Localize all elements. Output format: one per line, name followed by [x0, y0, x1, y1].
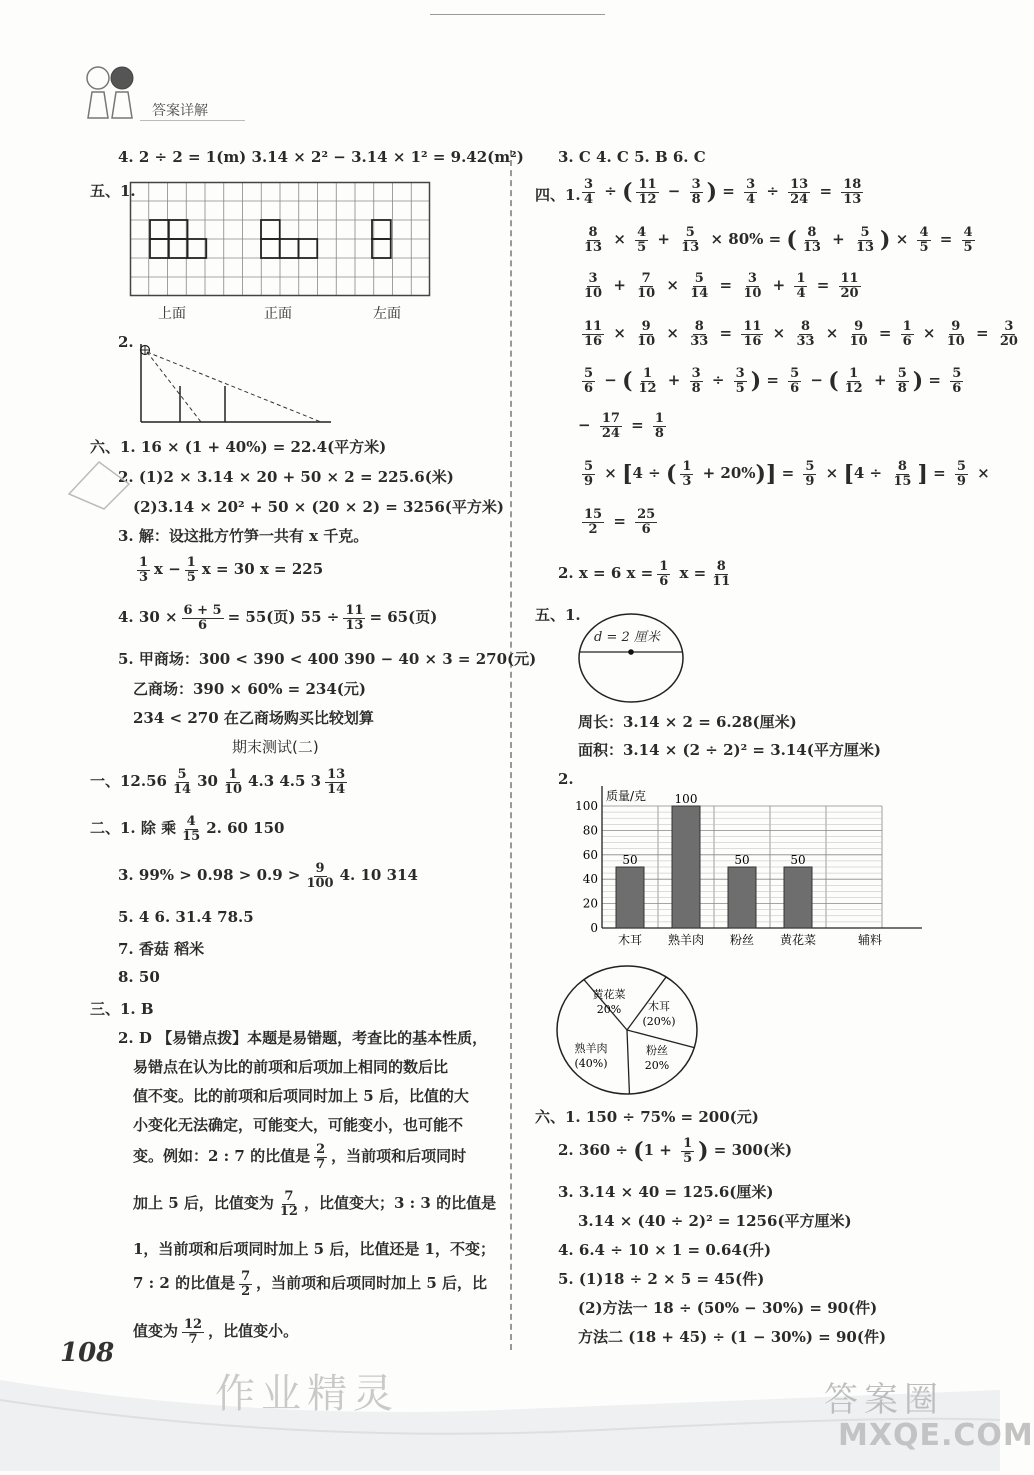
y-axis-label: 质量/克	[606, 789, 647, 803]
left-san-2-line1: 2. D 【易错点拨】本题是易错题，考查比的基本性质，	[118, 1029, 488, 1047]
left-san-2-line3: 值不变。比的前项和后项同时加上 5 后，比值的大	[133, 1087, 469, 1105]
view-label-left: 左面	[373, 306, 401, 322]
y-tick-label: 20	[582, 896, 598, 911]
y-tick-label: 80	[582, 823, 598, 838]
calc-row-7: $\frac{5}{9}$ × [4 ÷ ( $\frac{1}{3}$ + 20%)] = $\frac{5}{9}$ × [4 ÷ $\frac{8}{15}$ ] = $\frac{5}{9}$ ×	[584, 459, 990, 489]
left-er-1: 二、1. 除 乘 $\frac{4}{15}$ 2. 60 150	[90, 814, 285, 844]
left-san-1: 三、1. B	[90, 1000, 154, 1018]
header-mascot-icon	[80, 58, 140, 128]
header-title: 答案详解	[152, 103, 208, 119]
bar-data-label: 50	[790, 853, 806, 867]
calc-row-4: $\frac{11}{16}$ × $\frac{9}{10}$ × $\frac{8}{33}$ = $\frac{11}{16}$ × $\frac{8}{33}$ × $\frac{9}{10}$ = $\frac{1}{6}$ × $\frac{9}{10}$ = $\frac{3}{20}$	[584, 319, 1018, 349]
x-tick-label: 辅料	[857, 933, 883, 947]
left-wu-2: 2.	[118, 333, 134, 351]
x-tick-label: 熟羊肉	[667, 933, 705, 947]
left-liu-3: 3. 解：设这批方竹笋一共有 x 千克。	[118, 527, 369, 545]
right-liu-5a: 5. (1)18 ÷ 2 × 5 = 45(件)	[558, 1270, 765, 1288]
calc-row-2: $\frac{8}{13}$ × $\frac{4}{5}$ + $\frac{5}{13}$ × 80% = ( $\frac{8}{13}$ + $\frac{5}{13}$ ) × $\frac{4}{5}$ = $\frac{4}{5}$	[584, 225, 973, 255]
right-liu-5b: (2)方法一 18 ÷ (50% − 30%) = 90(件)	[578, 1299, 878, 1317]
right-wu-label: 五、1.	[535, 606, 581, 624]
bar-data-label: 50	[734, 853, 750, 867]
y-tick-label: 60	[582, 847, 598, 862]
right-si-label: 四、1.	[535, 186, 581, 204]
bar-粉丝	[728, 867, 756, 928]
right-wu-2: 2.	[558, 770, 574, 788]
left-san-2-line8: 7 : 2 的比值是 $\frac{7}{2}$ ，当前项和后项同时加上 5 后，比	[133, 1269, 488, 1299]
left-san-2-line4: 小变化无法确定，可能变大，可能变小，也可能不	[133, 1116, 464, 1134]
watermark-site: MXQE.COM	[838, 1418, 1034, 1453]
shadow-diagram	[133, 336, 333, 432]
bar-熟羊肉	[672, 806, 700, 928]
calc-row-5: $\frac{5}{6}$ − ( $\frac{1}{12}$ + $\frac{3}{8}$ ÷ $\frac{3}{5}$ ) = $\frac{5}{6}$ − ( $\frac{1}{12}$ + $\frac{5}{8}$ ) = $\frac{5}{6}$	[584, 366, 962, 396]
left-liu-2a: 2. (1)2 × 3.14 × 20 + 50 × 2 = 225.6(米)	[118, 468, 454, 486]
pie-pct-label: (40%)	[574, 1057, 608, 1070]
left-san-2-line5: 变。例如：2 : 7 的比值是 $\frac{2}{7}$ ，当前项和后项同时	[133, 1142, 467, 1172]
pie-label: 黄花菜	[592, 988, 626, 1001]
left-line-1: 4. 2 ÷ 2 = 1(m) 3.14 × 2² − 3.14 × 1² = 9.42(m²)	[118, 148, 524, 166]
watermark-logo: 答案圈	[824, 1380, 944, 1420]
bar-chart	[560, 780, 920, 959]
bar-木耳	[616, 867, 644, 928]
left-liu-5a: 5. 甲商场：300 < 390 < 400 390 − 40 × 3 = 270(元)	[118, 650, 537, 668]
bar-data-label: 50	[622, 853, 638, 867]
right-mianji: 面积：3.14 × (2 ÷ 2)² = 3.14(平方厘米)	[578, 741, 881, 759]
right-liu-3b: 3.14 × (40 ÷ 2)² = 1256(平方厘米)	[578, 1212, 852, 1230]
calc-row-1: $\frac{3}{4}$ ÷ ( $\frac{11}{12}$ − $\frac{3}{8}$ ) = $\frac{3}{4}$ ÷ $\frac{13}{24}$ = $\frac{18}{13}$	[584, 177, 862, 207]
pie-pct-label: 20%	[596, 1003, 622, 1016]
exam-title: 期末测试(二)	[232, 738, 319, 756]
left-san-2-line6: 加上 5 后，比值变为 $\frac{7}{12}$ ，比值变大；3 : 3 的比值是	[133, 1189, 497, 1219]
left-liu-1: 六、1. 16 × (1 + 40%) = 22.4(平方米)	[90, 438, 387, 456]
y-tick-label: 100	[575, 799, 598, 813]
view-label-top: 上面	[158, 306, 186, 322]
pie-pct-label: (20%)	[642, 1015, 676, 1028]
x-tick-label: 黄花菜	[779, 933, 817, 947]
pie-label: 熟羊肉	[574, 1042, 608, 1055]
left-liu-4: 4. 30 × $\frac{6 + 5}{6}$ = 55(页) 55 ÷ $\frac{11}{13}$ = 65(页)	[118, 603, 438, 633]
right-liu-5c: 方法二 (18 + 45) ÷ (1 − 30%) = 90(件)	[578, 1328, 887, 1346]
three-views-grid	[130, 182, 430, 300]
left-er-5: 5. 4 6. 31.4 78.5	[118, 908, 254, 926]
right-x-line: 2. x = 6 x = $\frac{1}{6}$ x = $\frac{8}{11}$	[558, 559, 731, 589]
bar-data-label: 100	[674, 792, 698, 806]
right-zhouchang: 周长：3.14 × 2 = 6.28(厘米)	[578, 713, 797, 731]
left-er-3: 3. 99% > 0.98 > 0.9 > $\frac{9}{100}$ 4. 10 314	[118, 861, 418, 891]
watermark-text: 作业精灵	[215, 1371, 399, 1417]
view-label-front: 正面	[264, 306, 292, 322]
left-san-2-line9: 值变为 $\frac{12}{7}$ ，比值变小。	[133, 1317, 299, 1347]
x-tick-label: 木耳	[617, 933, 643, 947]
right-liu-2: 2. 360 ÷ (1 + $\frac{1}{5}$ ) = 300(米)	[558, 1136, 793, 1166]
pie-pct-label: 20%	[644, 1059, 670, 1072]
right-liu-1: 六、1. 150 ÷ 75% = 200(元)	[535, 1108, 759, 1126]
left-san-2-line2: 易错点在认为比的前项和后项加上相同的数后比	[133, 1058, 449, 1076]
pie-chart	[553, 962, 705, 1102]
pie-label: 粉丝	[646, 1044, 668, 1057]
left-liu-5b: 乙商场：390 × 60% = 234(元)	[133, 680, 366, 698]
bar-黄花菜	[784, 867, 812, 928]
right-liu-3a: 3. 3.14 × 40 = 125.6(厘米)	[558, 1183, 774, 1201]
top-rule	[430, 14, 605, 15]
pie-slice-edge	[627, 1030, 629, 1094]
left-er-8: 8. 50	[118, 968, 160, 986]
left-liu-5c: 234 < 270 在乙商场购买比较划算	[133, 709, 374, 727]
right-liu-4: 4. 6.4 ÷ 10 × 1 = 0.64(升)	[558, 1241, 772, 1259]
circle-label: d = 2 厘米	[594, 630, 660, 645]
y-tick-label: 0	[590, 921, 598, 935]
x-tick-label: 粉丝	[729, 933, 755, 947]
left-er-7: 7. 香菇 稻米	[118, 940, 205, 958]
y-tick-label: 40	[582, 872, 598, 887]
header-rule	[140, 120, 245, 121]
left-san-2-line7: 1，当前项和后项同时加上 5 后，比值还是 1，不变；	[133, 1240, 495, 1258]
calc-row-8: $\frac{15}{2}$ = $\frac{25}{6}$	[584, 507, 656, 537]
calc-row-6: − $\frac{17}{24}$ = $\frac{1}{8}$	[578, 411, 664, 441]
calc-row-3: $\frac{3}{10}$ + $\frac{7}{10}$ × $\frac{5}{14}$ = $\frac{3}{10}$ + $\frac{1}{4}$ = $\frac{11}{20}$	[584, 271, 859, 301]
left-yi: 一、12.56 $\frac{5}{14}$ 30 $\frac{1}{10}$ 4.3 4.5 3 $\frac{13}{14}$	[90, 767, 346, 797]
column-divider	[510, 150, 512, 1350]
left-wu-1: 五、1.	[90, 182, 136, 200]
left-liu-3-eq: $\frac{1}{3}$ x − $\frac{1}{5}$ x = 30 x = 225	[139, 555, 324, 585]
stamp-icon	[64, 454, 134, 518]
right-line-1: 3. C 4. C 5. B 6. C	[558, 148, 706, 166]
left-liu-2b: (2)3.14 × 20² + 50 × (20 × 2) = 3256(平方米)	[133, 498, 504, 516]
page-number: 108	[60, 1338, 115, 1368]
pie-label: 木耳	[648, 1000, 670, 1013]
